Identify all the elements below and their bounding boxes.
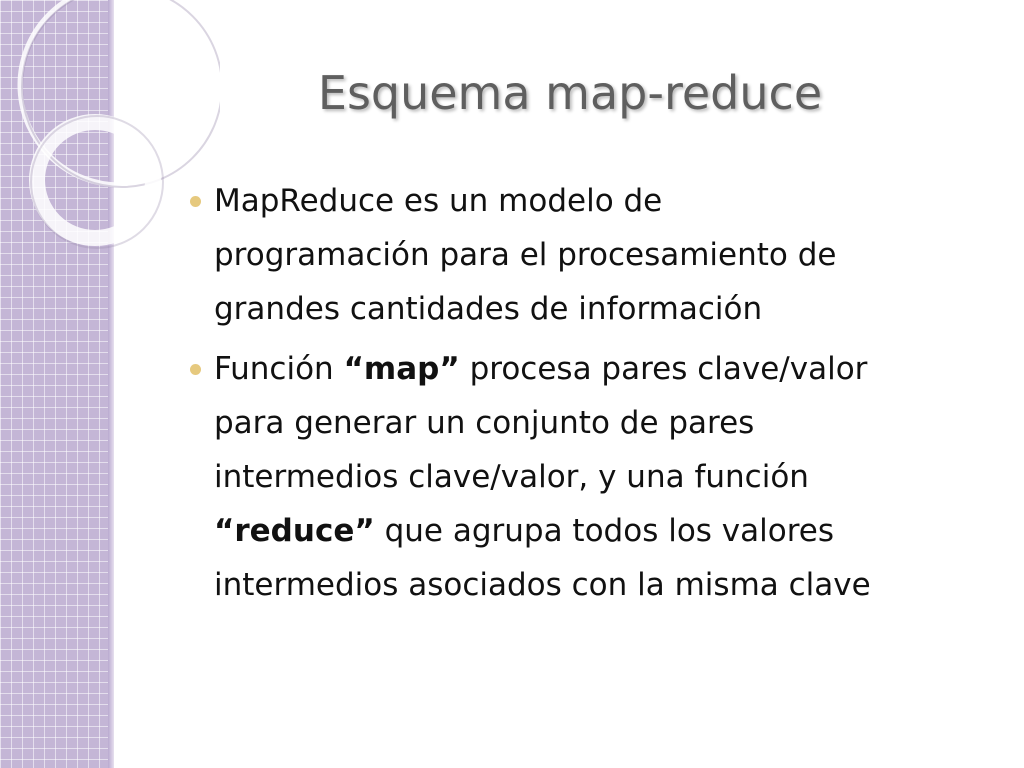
slide-title: Esquema map-reduce xyxy=(317,66,823,120)
bullet-text-line: intermedios asociados con la misma clave xyxy=(214,567,871,603)
keyword-map: “map” xyxy=(343,351,460,387)
bullet-text-line xyxy=(214,342,990,396)
bullet-item-map-function xyxy=(190,342,990,612)
bullet-dot-icon xyxy=(190,364,201,375)
bullet-text-line: MapReduce es un modelo de xyxy=(214,183,663,219)
bullet-text-line: grandes cantidades de información xyxy=(214,291,763,327)
bullet-text-line xyxy=(214,504,990,558)
keyword-reduce: “reduce” xyxy=(214,513,375,549)
bullet-dot-icon xyxy=(190,196,201,207)
bullet-text-line: programación para el procesamiento de xyxy=(214,237,837,273)
text-segment: Función xyxy=(214,351,344,387)
text-segment: procesa pares clave/valor xyxy=(459,351,868,387)
bullet-list xyxy=(190,174,990,618)
bullet-text-line: para generar un conjunto de pares xyxy=(214,405,755,441)
bullet-item-mapreduce xyxy=(190,174,990,336)
bullet-text-line: intermedios clave/valor, y una función xyxy=(214,459,809,495)
decorative-circles xyxy=(0,0,220,300)
text-segment: que agrupa todos los valores xyxy=(374,513,834,549)
